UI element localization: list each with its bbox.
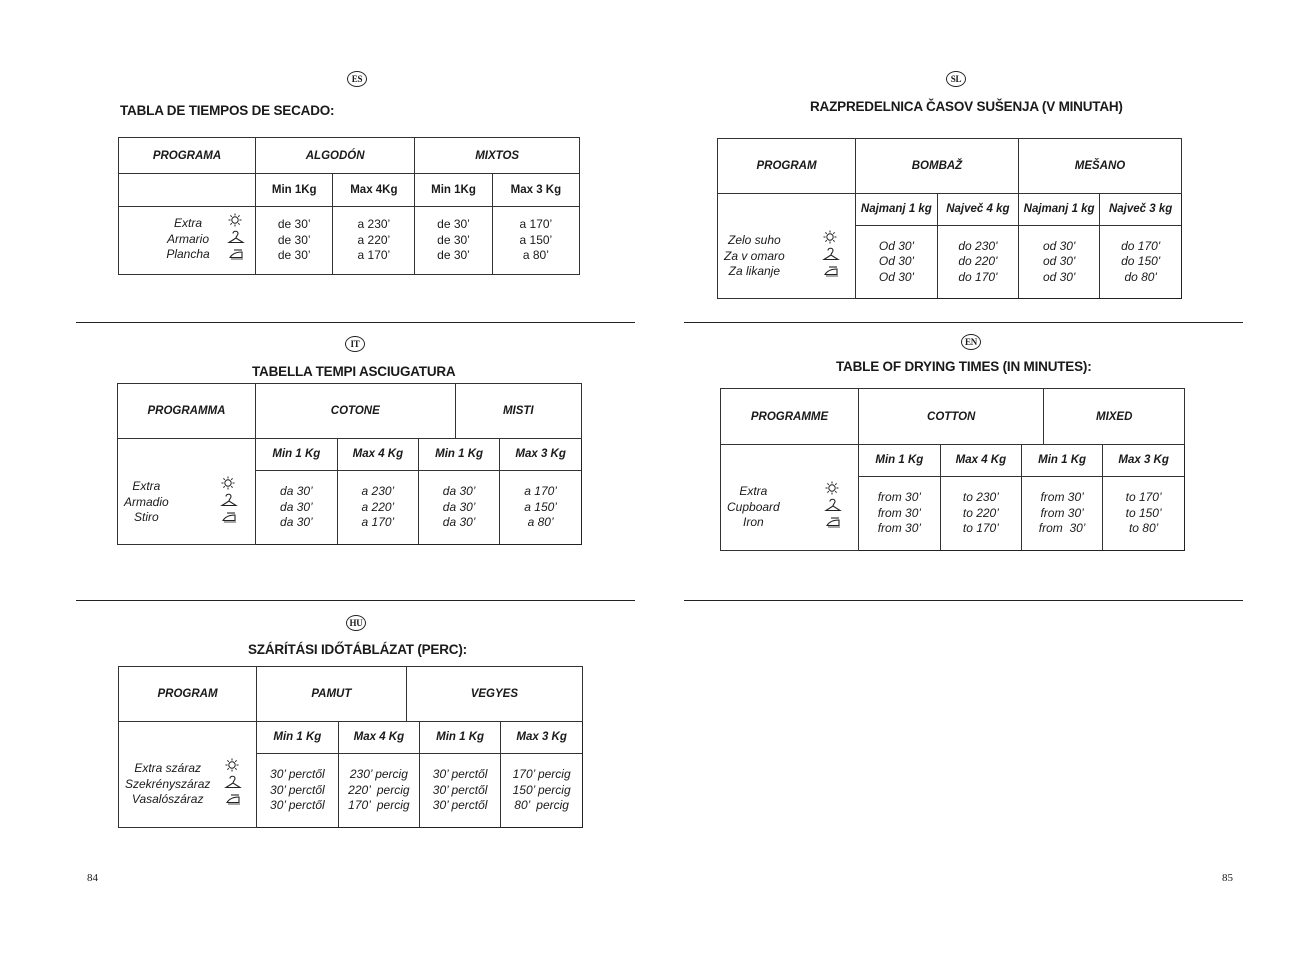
value: do 230' [958,238,998,253]
sun-icon [822,230,840,246]
value: from 30’ [877,505,922,520]
header-cotton: COTTON [859,389,1044,445]
value: de 30’ [277,217,311,232]
values-min-cotton [257,753,338,827]
values-block [257,722,583,828]
values-max-cotton [940,476,1021,550]
program-labels-cell [119,207,256,275]
values-min-cotton [856,225,937,298]
value: a 230’ [357,217,391,232]
drying-table-sl [717,138,1182,299]
value: a 150’ [524,499,557,514]
subheader-max-cotton: Max 4 Kg [338,722,419,753]
value: 30’ perctől [432,798,488,812]
section-title-hu: SZÁRÍTÁSI IDŐTÁBLÁZAT (PERC): [248,642,467,657]
section-title-it: TABELLA TEMPI ASCIUGATURA [252,364,456,379]
subheader-min-cotton: Min 1 Kg [859,445,940,476]
value: from 30’ [1040,490,1084,504]
header-cotton: ALGODÓN [256,138,415,174]
value: 30’ perctől [270,798,325,812]
section-title-es: TABLA DE TIEMPOS DE SECADO: [120,103,335,118]
value: do 170' [1121,238,1161,253]
values-min-mixed [1019,225,1100,298]
program-label-extra: Zelo suho [727,233,781,247]
subheader-max-cotton: Max 4Kg [333,174,415,207]
hanger-icon [220,492,238,508]
value: da 30’ [442,499,476,514]
header-cotton: BOMBAŽ [856,139,1019,194]
value: to 220’ [962,505,999,520]
values-min-mixed [419,470,500,544]
program-label-cupboard: Armario [166,231,209,246]
subheader-min-mixed: Min 1 Kg [420,722,501,753]
subheader-min-cotton: Min 1 Kg [257,722,338,753]
program-label-cupboard: Armadio [124,494,169,509]
value: da 30’ [442,484,476,498]
program-label-iron: Iron [743,515,764,529]
value: to 80’ [1128,521,1159,535]
page-number-right: 85 [1222,872,1233,884]
hanger-icon [822,246,840,262]
values-max-mixed [500,470,581,544]
program-label-iron: Plancha [166,247,210,261]
program-label-cupboard: Za v omaro [724,248,785,263]
value: de 30’ [437,232,470,247]
iron-icon [220,508,238,524]
value: a 170’ [524,484,557,498]
header-mixed: MIXTOS [415,138,580,174]
value: 230’ percig [349,767,408,781]
header-program: PROGRAM [718,139,856,194]
iron-icon [224,790,242,806]
value: de 30’ [437,248,470,263]
iron-icon [822,262,840,278]
value: 30’ perctől [270,782,325,797]
subheader-max-cotton: Max 4 Kg [337,439,418,470]
value: de 30’ [437,217,470,232]
value: da 30’ [442,515,476,529]
iron-icon [824,513,842,529]
program-labels-cell [118,439,256,545]
value: a 230’ [361,484,395,498]
subheader-max-cotton: Največ 4 kg [937,194,1018,225]
hanger-icon [227,229,245,245]
value: od 30' [1042,254,1076,268]
value: to 150’ [1125,505,1162,520]
values-max-cotton [337,470,418,544]
sun-icon [220,476,238,492]
drying-table-hu [118,666,583,828]
section-divider [684,322,1243,323]
values-max-cotton [937,225,1018,298]
values-block [859,445,1185,551]
section-title-en: TABLE OF DRYING TIMES (IN MINUTES): [836,359,1092,374]
header-program: PROGRAMA [119,138,256,174]
value: do 220' [958,254,998,268]
value: to 170’ [962,521,999,535]
program-label-cupboard: Cupboard [727,499,780,514]
program-label-extra: Extra [173,216,202,230]
values-min-cotton [256,207,333,275]
program-label-iron: Stiro [134,510,159,524]
value: Od 30' [878,238,914,253]
drying-table-es [118,137,580,275]
language-badge-it: IT [345,336,365,352]
drying-table-en [720,388,1185,551]
sun-icon [227,213,245,229]
value: a 220’ [361,499,395,514]
header-blank-cell [119,174,256,207]
iron-icon [227,245,245,261]
values-min-cotton [256,470,337,544]
value: from 30’ [1038,521,1086,535]
value: a 170’ [357,248,391,263]
value: 30’ perctől [270,767,325,781]
program-label-extra: Extra [132,479,161,493]
header-program: PROGRAM [119,667,257,722]
program-labels-cell [718,194,856,299]
subheader-max-mixed: Največ 3 kg [1100,194,1181,225]
section-title-sl: RAZPREDELNICA ČASOV SUŠENJA (V MINUTAH) [810,99,1123,114]
value: 170’ percig [512,767,571,781]
values-block [856,194,1182,299]
sun-icon [824,481,842,497]
value: 220’ percig [348,782,410,797]
value: de 30’ [277,248,311,263]
language-badge-sl: SL [946,71,966,87]
program-label-extra: Extra [739,484,768,498]
value: 170’ percig [348,798,410,812]
values-max-mixed [492,207,579,275]
program-label-iron: Vasalószáraz [131,792,204,806]
subheader-max-cotton: Max 4 Kg [940,445,1021,476]
value: da 30’ [280,515,313,529]
subheader-max-mixed: Max 3 Kg [500,439,581,470]
values-min-mixed [420,753,501,827]
value: da 30’ [280,484,313,498]
section-divider [76,322,635,323]
header-mixed: MEŠANO [1018,139,1181,194]
subheader-max-mixed: Max 3 Kg [1103,445,1184,476]
program-label-extra: Extra száraz [134,761,202,775]
value: da 30’ [280,499,313,514]
value: do 170' [958,269,998,284]
value: do 80' [1124,269,1157,284]
subheader-max-mixed: Max 3 Kg [501,722,582,753]
value: a 150’ [519,232,553,247]
subheader-min-cotton: Najmanj 1 kg [856,194,937,225]
value: a 170’ [519,217,553,232]
value: do 150' [1121,254,1161,268]
value: 80’ percig [514,798,569,812]
subheader-min-mixed: Min 1 Kg [419,439,500,470]
subheader-min-mixed: Najmanj 1 kg [1019,194,1100,225]
value: a 80’ [527,515,554,529]
language-badge-en: EN [961,334,981,350]
subheader-min-mixed: Min 1 Kg [1022,445,1103,476]
values-block [256,439,582,545]
section-divider [76,600,635,601]
value: 30’ perctől [432,767,488,781]
value: od 30' [1042,269,1076,284]
value: a 170’ [361,515,395,529]
value: Od 30' [878,269,914,284]
subheader-max-mixed: Max 3 Kg [492,174,579,207]
header-program: PROGRAMMA [118,384,256,439]
value: to 170’ [1125,490,1162,504]
value: to 230’ [962,490,999,504]
value: a 220’ [357,232,391,247]
value: from 30’ [877,521,922,535]
values-max-cotton [338,753,419,827]
header-cotton: COTONE [256,384,456,439]
page-number-left: 84 [87,872,98,884]
subheader-min-cotton: Min 1Kg [256,174,333,207]
value: Od 30' [878,254,914,268]
header-cotton: PAMUT [257,667,407,722]
hanger-icon [824,497,842,513]
value: from 30’ [1040,505,1084,520]
values-min-mixed [415,207,492,275]
header-mixed: MIXED [1044,389,1185,445]
header-mixed: MISTI [455,384,581,439]
values-max-mixed [1100,225,1181,298]
values-max-mixed [501,753,582,827]
program-labels-cell [721,445,859,551]
values-max-mixed [1103,476,1184,550]
value: from 30’ [877,490,922,504]
sun-icon [224,758,242,774]
header-mixed: VEGYES [406,667,582,722]
value: 150’ percig [512,782,571,797]
program-label-iron: Za likanje [728,264,781,278]
header-program: PROGRAMME [721,389,859,445]
value: a 80’ [522,248,549,263]
value: 30’ perctől [432,782,488,797]
language-badge-hu: HU [346,615,366,631]
language-badge-es: ES [347,71,367,87]
values-min-cotton [859,476,940,550]
program-label-cupboard: Szekrényszáraz [125,776,211,791]
subheader-min-mixed: Min 1Kg [415,174,492,207]
values-max-cotton [333,207,415,275]
section-divider [684,600,1243,601]
value: od 30' [1042,238,1076,253]
subheader-min-cotton: Min 1 Kg [256,439,337,470]
program-labels-cell [119,722,257,828]
value: de 30’ [277,232,311,247]
values-min-mixed [1022,476,1103,550]
drying-table-it [117,383,582,545]
hanger-icon [224,774,242,790]
